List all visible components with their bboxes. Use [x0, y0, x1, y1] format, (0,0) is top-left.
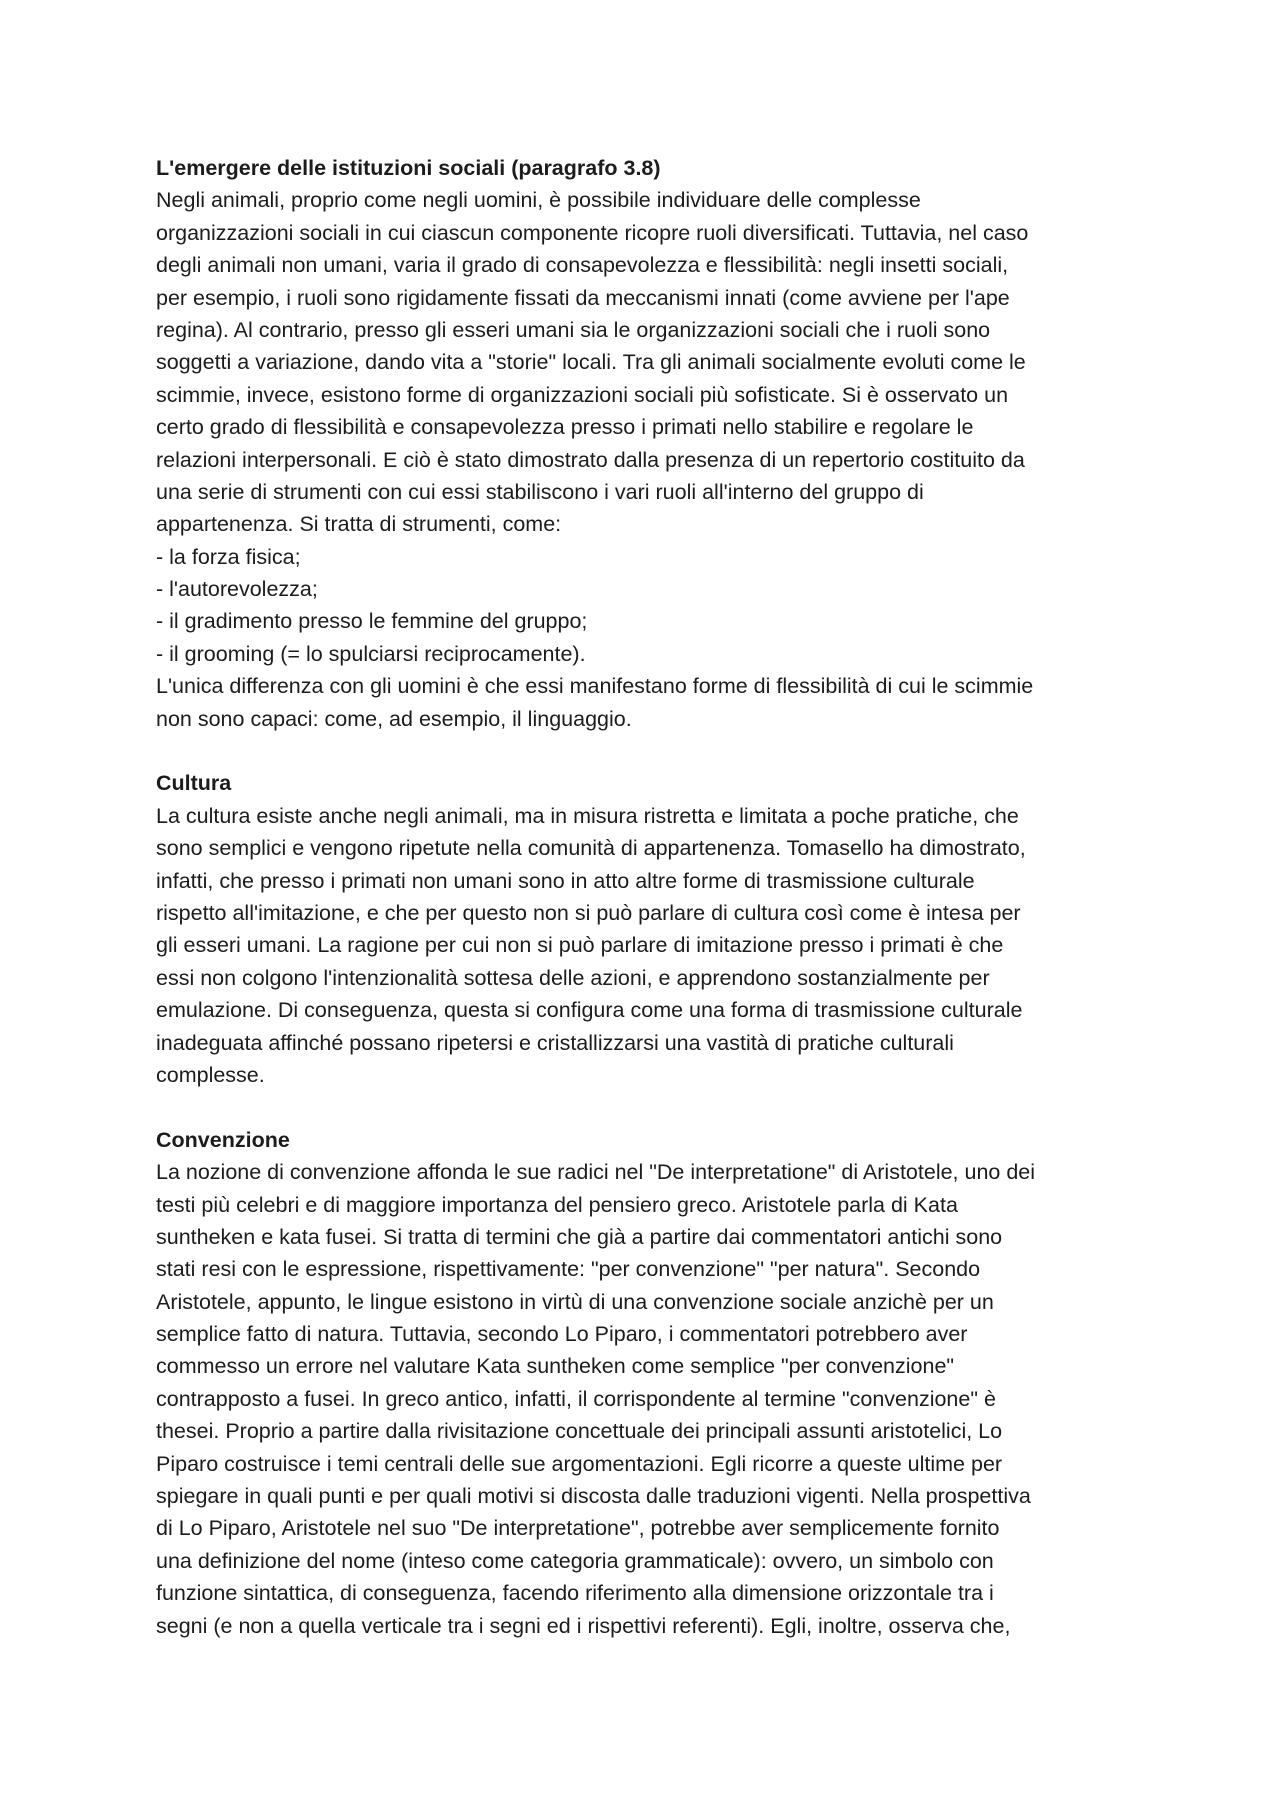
paragraph-line: scimmie, invece, esistono forme di organizzazioni sociali più sofisticate. Si è osservato un — [156, 382, 1009, 407]
paragraph-line: inadeguata affinché possano ripetersi e cristallizzarsi una vastità di pratiche culturali — [156, 1030, 954, 1055]
paragraph-line: essi non colgono l'intenzionalità sottesa delle azioni, e apprendono sostanzialmente per — [156, 965, 990, 990]
paragraph-line: complesse. — [156, 1062, 265, 1087]
section-istituzioni-sociali — [156, 152, 1141, 735]
section-convenzione — [156, 1124, 1141, 1642]
list-item: - il gradimento presso le femmine del gruppo; — [156, 609, 588, 634]
paragraph-line: La nozione di convenzione affonda le sue radici nel "De interpretatione" di Aristotele, uno dei — [156, 1160, 1036, 1185]
paragraph-line: una serie di strumenti con cui essi stabiliscono i vari ruoli all'interno del gruppo di — [156, 479, 924, 504]
document-page — [156, 152, 1141, 1642]
paragraph-line: contrapposto a fusei. In greco antico, infatti, il corrispondente al termine "convenzione" è — [156, 1386, 996, 1411]
paragraph-line: degli animali non umani, varia il grado di consapevolezza e flessibilità: negli insetti sociali, — [156, 253, 1009, 278]
paragraph-line: soggetti a variazione, dando vita a "storie" locali. Tra gli animali socialmente evoluti come le — [156, 350, 1026, 375]
section-spacer — [156, 735, 1141, 767]
section-spacer — [156, 1091, 1141, 1123]
paragraph-line: La cultura esiste anche negli animali, ma in misura ristretta e limitata a poche pratiche, che — [156, 803, 1019, 828]
section-heading: Cultura — [156, 771, 232, 796]
paragraph-line: Negli animali, proprio come negli uomini, è possibile individuare delle complesse — [156, 188, 921, 213]
paragraph-line: infatti, che presso i primati non umani sono in atto altre forme di trasmissione culturale — [156, 868, 975, 893]
paragraph-line: relazioni interpersonali. E ciò è stato dimostrato dalla presenza di un repertorio costituito da — [156, 447, 1025, 472]
list-item: - la forza fisica; — [156, 544, 301, 569]
paragraph-line: sono semplici e vengono ripetute nella comunità di appartenenza. Tomasello ha dimostrato, — [156, 836, 1026, 861]
paragraph-line: semplice fatto di natura. Tuttavia, secondo Lo Piparo, i commentatori potrebbero aver — [156, 1322, 968, 1347]
paragraph-line: suntheken e kata fusei. Si tratta di termini che già a partire dai commentatori antichi sono — [156, 1224, 1003, 1249]
paragraph-line: gli esseri umani. La ragione per cui non si può parlare di imitazione presso i primati è che — [156, 933, 1004, 958]
paragraph-line: certo grado di flessibilità e consapevolezza presso i primati nello stabilire e regolare le — [156, 415, 974, 440]
paragraph-line: testi più celebri e di maggiore importanza del pensiero greco. Aristotele parla di Kata — [156, 1192, 958, 1217]
paragraph-line: commesso un errore nel valutare Kata suntheken come semplice "per convenzione" — [156, 1354, 955, 1379]
paragraph-line: appartenenza. Si tratta di strumenti, come: — [156, 512, 562, 537]
paragraph-line: non sono capaci: come, ad esempio, il linguaggio. — [156, 706, 632, 731]
list-item: - l'autorevolezza; — [156, 577, 318, 602]
paragraph-line: regina). Al contrario, presso gli esseri umani sia le organizzazioni sociali che i ruoli sono — [156, 317, 991, 342]
paragraph-line: funzione sintattica, di conseguenza, facendo riferimento alla dimensione orizzontale tra i — [156, 1581, 994, 1606]
paragraph-line: L'unica differenza con gli uomini è che essi manifestano forme di flessibilità di cui le scimmie — [156, 674, 1034, 699]
paragraph-line: rispetto all'imitazione, e che per questo non si può parlare di cultura così come è intesa per — [156, 900, 1021, 925]
paragraph-line: organizzazioni sociali in cui ciascun componente ricopre ruoli diversificati. Tuttavia, nel caso — [156, 220, 1029, 245]
paragraph-line: Aristotele, appunto, le lingue esistono in virtù di una convenzione sociale anzichè per un — [156, 1289, 994, 1314]
paragraph-line: emulazione. Di conseguenza, questa si configura come una forma di trasmissione culturale — [156, 998, 1023, 1023]
section-cultura — [156, 767, 1141, 1091]
paragraph-line: stati resi con le espressione, rispettivamente: "per convenzione" "per natura". Secondo — [156, 1257, 981, 1282]
paragraph-line: spiegare in quali punti e per quali motivi si discosta dalle traduzioni vigenti. Nella prospettiva — [156, 1484, 1031, 1509]
paragraph-line: di Lo Piparo, Aristotele nel suo "De interpretatione", potrebbe aver semplicemente fornito — [156, 1516, 1000, 1541]
paragraph-line: Piparo costruisce i temi centrali delle sue argomentazioni. Egli ricorre a queste ultime per — [156, 1451, 1003, 1476]
paragraph-line: una definizione del nome (inteso come categoria grammaticale): ovvero, un simbolo con — [156, 1548, 994, 1573]
paragraph-line: per esempio, i ruoli sono rigidamente fissati da meccanismi innati (come avviene per l'ape — [156, 285, 1010, 310]
list-item: - il grooming (= lo spulciarsi reciprocamente). — [156, 641, 586, 666]
section-heading: Convenzione — [156, 1127, 290, 1152]
paragraph-line: segni (e non a quella verticale tra i segni ed i rispettivi referenti). Egli, inoltre, osserva che, — [156, 1613, 1011, 1638]
paragraph-line: thesei. Proprio a partire dalla rivisitazione concettuale dei principali assunti aristotelici, Lo — [156, 1419, 1003, 1444]
section-heading: L'emergere delle istituzioni sociali (paragrafo 3.8) — [156, 156, 661, 180]
